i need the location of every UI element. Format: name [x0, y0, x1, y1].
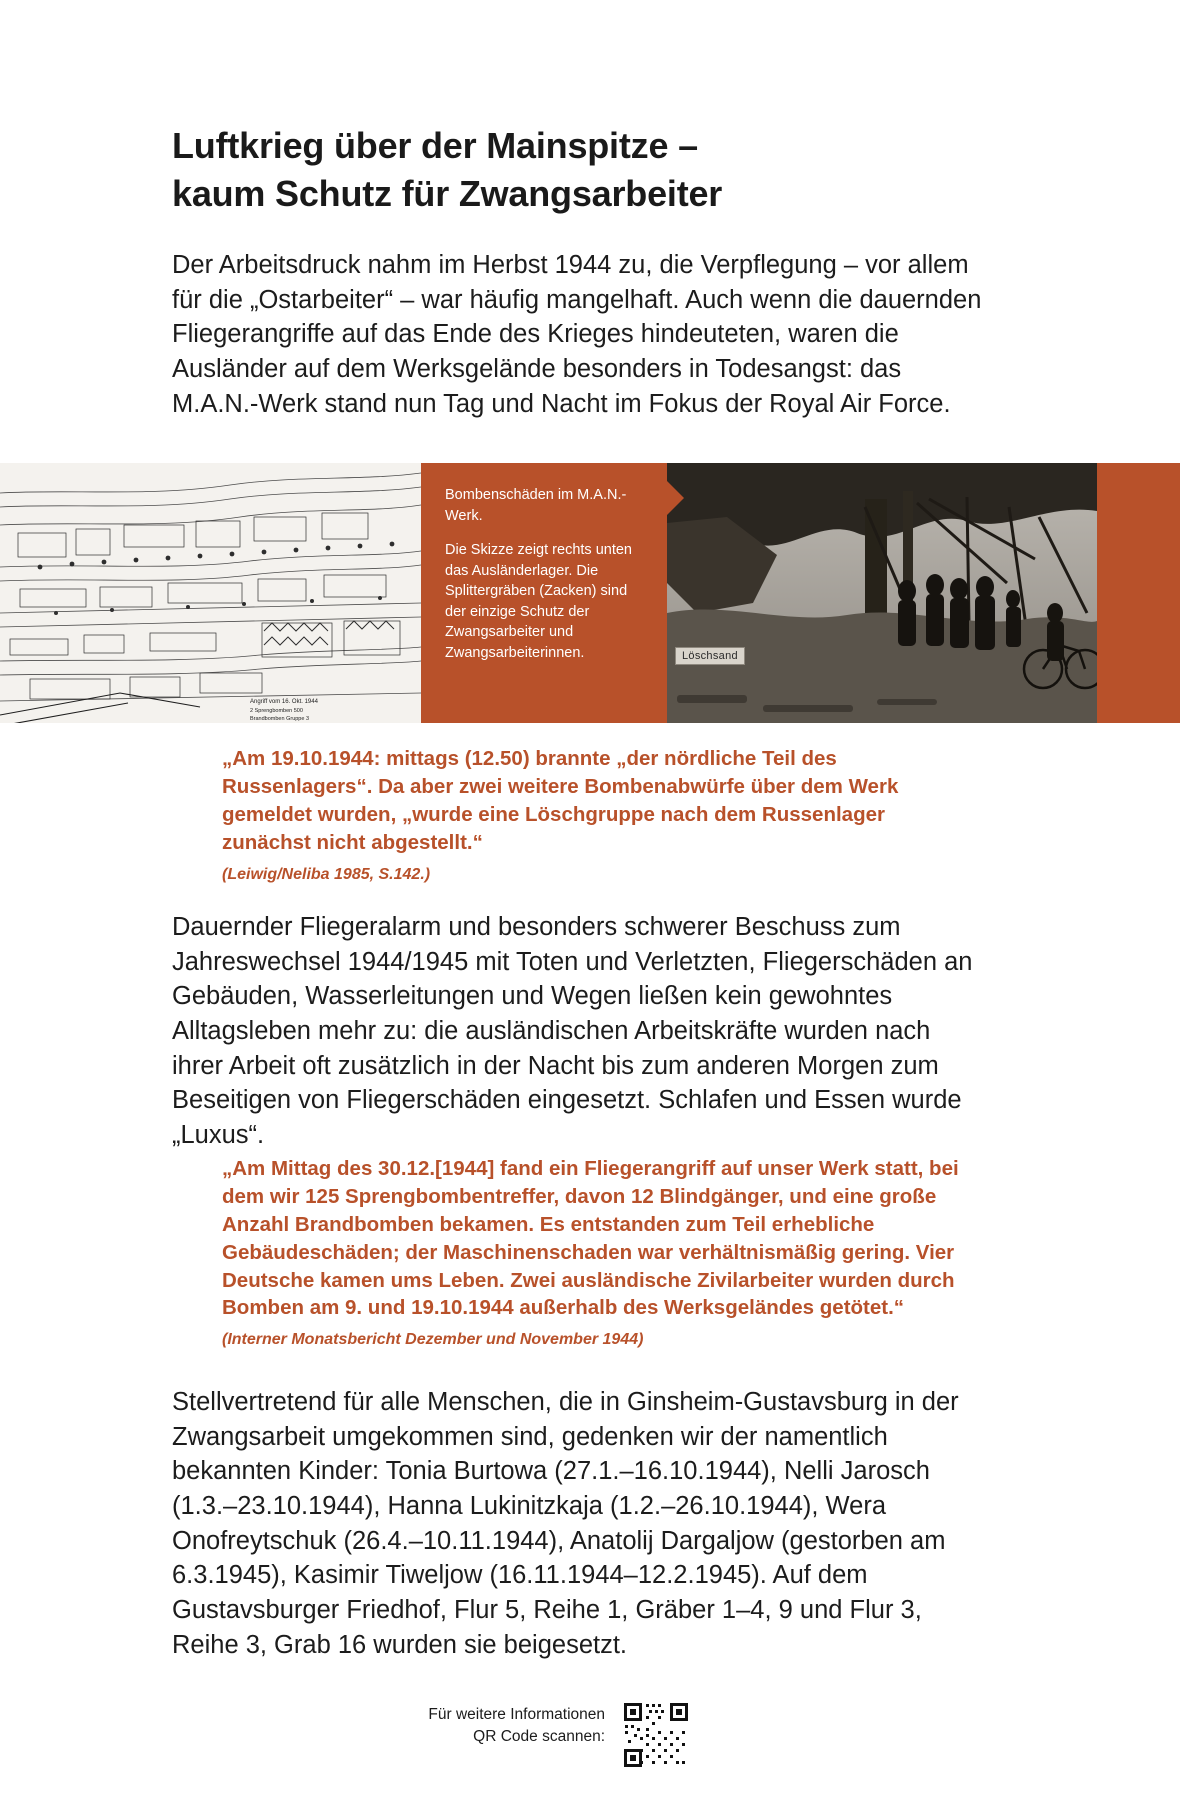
photo-label: Löschsand [675, 647, 745, 665]
quote-block-1 [222, 745, 962, 885]
footer [395, 1700, 795, 1770]
svg-text:Brandbomben Gruppe 3: Brandbomben Gruppe 3 [250, 716, 310, 722]
image-band [0, 463, 1180, 723]
band-accent-block [1097, 463, 1180, 723]
body-paragraph-3: Stellvertretend für alle Menschen, die in Ginsheim-Gustavsburg in der Zwangsarbeit umgekommen sind, gedenken wir der namentlich bekannten Kinder: Tonia Burtowa (27.1.–16.10.1944), Nelli Jarosch (1.3.–23.10.1944), Hanna Lukinitzkaja (1.2.–26.10.1944), Wera Onofreytschuk (26.4.–10.11.1944), Anatolij Dargaljow (gestorben am 6.3.1945), Kasimir Tiweljow (16.11.1944–12.2.1945). Auf dem Gustavsburger Friedhof, Flur 5, Reihe 1, Gräber 1–4, 9 und Flur 3, Reihe 3, Grab 16 wurden sie beigesetzt. [172, 1388, 959, 1659]
intro-paragraph: Der Arbeitsdruck nahm im Herbst 1944 zu, die Verpflegung – vor allem für die „Ostarbeiter“ – war häufig mangelhaft. Auch wenn die dauernden Fliegerangriffe auf das Ende des Krieges hindeuteten, waren die Ausländer auf dem Werksgelände besonders in Todesangst: das M.A.N.-Werk stand nun Tag und Nacht im Fokus der Royal Air Force. [172, 251, 982, 418]
caption-arrow-icon [667, 481, 684, 515]
bomb-damage-photo-graphic [667, 463, 1097, 723]
page-title-line-1: Luftkrieg über der Mainspitze – [172, 125, 698, 166]
quote-1-text: „Am 19.10.1944: mittags (12.50) brannte „der nördliche Teil des Russenlagers“. Da aber zwei weitere Bombenabwürfe über dem Werk gemeldet wurden, „wurde eine Löschgruppe nach dem Russenlager zunächst nicht abgestellt.“ [222, 747, 899, 854]
footer-text [395, 1700, 605, 1749]
qr-code-graphic [621, 1700, 691, 1770]
page-title-line-2: kaum Schutz für Zwangsarbeiter [172, 172, 723, 214]
body-paragraph-2: Dauernder Fliegeralarm und besonders schwerer Beschuss zum Jahreswechsel 1944/1945 mit Toten und Verletzten, Fliegerschäden an Gebäuden, Wasserleitungen und Wegen ließen kein gewohntes Alltagsleben mehr zu: die ausländischen Arbeitskräfte wurden nach ihrer Arbeit oft zusätzlich in der Nacht bis zum anderen Morgen zum Beseitigen von Fliegerschäden eingesetzt. Schlafen und Essen wurde „Luxus“. [172, 913, 973, 1150]
quote-1-source: (Leiwig/Neliba 1985, S.142.) [222, 865, 431, 883]
site-sketch-image [0, 463, 421, 723]
qr-code[interactable] [621, 1700, 691, 1770]
page-title [172, 122, 1022, 217]
quote-2-text: „Am Mittag des 30.12.[1944] fand ein Fliegerangriff auf unser Werk statt, bei dem wir 125 Sprengbombentreffer, davon 12 Blindgänger, und eine große Anzahl Brandbomben bekamen. Es entstanden zum Teil erhebliche Gebäudeschäden; der Maschinenschaden war verhältnismäßig gering. Vier Deutsche kamen ums Leben. Zwei ausländische Zivilarbeiter wurden durch Bomben am 9. und 19.10.1944 außerhalb des Werksgeländes getötet.“ [222, 1157, 959, 1320]
quote-block-2 [222, 1155, 962, 1351]
band-caption-paragraph-1: Bombenschäden im M.A.N.-Werk. [445, 487, 627, 524]
svg-text:2 Sprengbomben 500: 2 Sprengbomben 500 [250, 708, 303, 714]
site-sketch-graphic [0, 463, 421, 723]
bomb-damage-photo [667, 463, 1097, 723]
band-caption-paragraph-2: Die Skizze zeigt rechts unten das Ausländerlager. Die Splittergräben (Zacken) sind der einzige Schutz der Zwangsarbeiter und Zwangsarbeiterinnen. [445, 542, 632, 662]
band-caption [421, 463, 667, 723]
footer-line-2: QR Code scannen: [473, 1728, 605, 1746]
map-annotation-text: Angriff vom 16. Okt. 1944 [250, 699, 318, 705]
quote-2-source: (Interner Monatsbericht Dezember und November 1944) [222, 1331, 644, 1349]
footer-line-1: Für weitere Informationen [428, 1706, 605, 1723]
